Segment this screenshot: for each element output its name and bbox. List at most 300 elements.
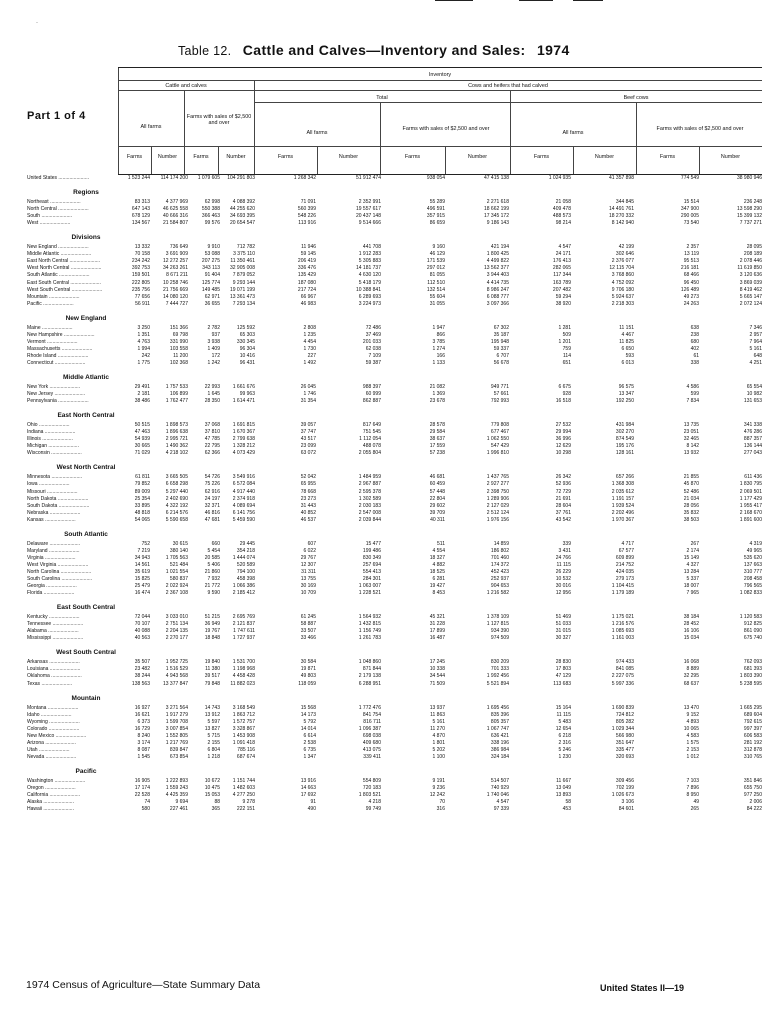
cell-value: 1 727 937 — [232, 635, 255, 642]
cell-value: 43 517 — [300, 436, 316, 443]
row-label: Connecticut ...................... — [27, 359, 86, 366]
cell-value: 99 963 — [239, 391, 255, 398]
cell-value: 33 895 — [134, 502, 150, 509]
cell-value: 227 — [307, 352, 316, 359]
cell-value: 934 390 — [490, 628, 509, 635]
cell-value: 8 419 462 — [739, 286, 762, 293]
cell-value: 38 637 — [429, 436, 445, 443]
cell-value: 580 837 — [169, 576, 188, 582]
row-label: Alaska ...................... — [27, 799, 74, 806]
cell-value: 113 916 — [298, 220, 316, 227]
cell-value: 22 795 — [204, 443, 220, 450]
cell-value: 636 421 — [490, 732, 509, 739]
row-label: Middle Atlantic ...................... — [27, 251, 92, 258]
cell-value: 15 477 — [365, 540, 381, 547]
cell-value: 1 198 968 — [232, 666, 255, 673]
cell-value: 16 729 — [134, 725, 150, 732]
table-row — [27, 199, 763, 206]
cell-value: 13 470 — [683, 704, 699, 711]
section-heading: Middle Atlantic — [63, 374, 109, 381]
cell-value: 106 899 — [169, 391, 188, 398]
cell-value: 6 288 951 — [358, 680, 381, 687]
header-cows-heifers: Cows and heifers that had calved — [468, 83, 548, 89]
cell-value: 3 691 909 — [165, 251, 188, 258]
cell-value: 13 377 847 — [162, 680, 188, 687]
cell-value: 43 542 — [555, 516, 571, 523]
cell-value: 18 525 — [429, 568, 445, 575]
cell-value: 1 482 603 — [232, 785, 255, 791]
cell-value: 51 033 — [555, 621, 571, 628]
cell-value: 18 662 199 — [483, 206, 509, 213]
cell-value: 98 214 — [555, 220, 571, 227]
cell-value: 11 667 — [556, 777, 571, 784]
cell-value: 4 322 192 — [165, 502, 188, 509]
cell-value: 1 024 935 — [548, 175, 571, 181]
table-row — [27, 785, 763, 792]
header-all-farms-1: All farms — [140, 124, 162, 130]
table-row — [27, 436, 763, 443]
cell-value: 15 164 — [555, 704, 571, 711]
cell-value: 4 870 — [432, 732, 445, 739]
cell-value: 2 121 837 — [232, 621, 255, 628]
cell-value: 677 467 — [490, 429, 509, 436]
cell-value: 39 057 — [300, 422, 316, 429]
cell-value: 11 270 — [430, 725, 445, 732]
cell-value: 1 133 — [432, 359, 445, 366]
cell-value: 62 916 — [204, 488, 220, 495]
cell-value: 99 576 — [204, 220, 220, 227]
cell-value: 366 463 — [201, 213, 220, 220]
cell-value: 24 263 — [683, 300, 699, 307]
cell-value: 35 619 — [134, 568, 150, 575]
cell-value: 1 772 476 — [358, 704, 381, 711]
table-row — [27, 398, 763, 405]
cell-value: 19 840 — [204, 659, 220, 666]
row-label: Colorado ...................... — [27, 725, 80, 732]
cell-value: 409 680 — [362, 739, 381, 746]
cell-value: 1 091 418 — [232, 739, 255, 746]
cell-value: 1 444 074 — [232, 554, 255, 561]
cell-value: 41 357 898 — [608, 175, 634, 181]
cell-value: 338 — [690, 359, 699, 366]
table-row — [27, 754, 763, 761]
cell-value: 7 965 — [686, 590, 699, 597]
cell-value: 75 226 — [204, 481, 220, 488]
cell-value: 79 852 — [134, 481, 150, 488]
cell-value: 6 804 — [207, 746, 220, 753]
cell-value: 49 — [693, 799, 699, 806]
table-row — [27, 175, 763, 182]
cell-value: 2 374 918 — [232, 495, 255, 502]
cell-value: 21 034 — [683, 495, 699, 502]
cell-value: 24 171 — [555, 251, 571, 258]
table-row — [27, 481, 763, 488]
cell-value: 673 854 — [169, 753, 188, 760]
row-label: New Jersey ...................... — [27, 391, 86, 398]
row-label: Pennsylvania ...................... — [27, 398, 89, 405]
cell-value: 234 242 — [131, 258, 150, 265]
cell-value: 1 891 600 — [739, 516, 762, 523]
cell-value: 1 216 576 — [611, 621, 634, 628]
table-row — [27, 384, 763, 391]
row-label: Florida ...................... — [27, 590, 75, 597]
cell-value: 1 830 795 — [739, 481, 762, 488]
row-label: Oklahoma ...................... — [27, 673, 82, 680]
cell-value: 54 726 — [204, 474, 220, 481]
section-heading: East North Central — [57, 412, 115, 420]
cell-value: 5 483 — [558, 718, 571, 725]
cell-value: 1 230 — [558, 753, 571, 760]
cell-value: 6 675 — [558, 384, 571, 390]
cell-value: 29 584 — [429, 429, 445, 436]
cell-value: 27 532 — [555, 422, 571, 429]
table-row — [27, 301, 763, 308]
cell-value: 134 567 — [131, 220, 150, 227]
cell-value: 13 562 377 — [483, 265, 509, 272]
cell-value: 73 540 — [683, 220, 699, 227]
cell-value: 1 661 676 — [232, 384, 255, 390]
cell-value: 5 924 637 — [611, 293, 634, 300]
table-row — [27, 244, 763, 251]
cell-value: 103 558 — [169, 345, 188, 352]
cell-value: 3 768 860 — [611, 272, 634, 279]
cell-value: 7 103 — [686, 777, 699, 784]
cell-value: 63 072 — [300, 450, 316, 457]
cell-value: 57 661 — [493, 391, 509, 398]
cell-value: 15 568 — [300, 704, 316, 711]
cell-value: 687 674 — [236, 753, 255, 760]
cell-value: 1 217 769 — [165, 739, 188, 746]
cell-value: 21 860 — [204, 568, 220, 575]
cell-value: 1 351 — [137, 331, 150, 338]
cell-value: 37 469 — [365, 331, 381, 338]
cell-value: 28 578 — [429, 422, 445, 429]
cell-value: 657 266 — [615, 474, 634, 481]
cell-value: 2 799 638 — [232, 436, 255, 443]
cell-value: 3 549 916 — [232, 474, 255, 481]
table-row — [27, 510, 763, 517]
row-label: East North Central ...................... — [27, 258, 101, 265]
cell-value: 38 503 — [683, 516, 699, 523]
cell-value: 4 414 735 — [486, 279, 509, 286]
cell-value: 5 597 — [207, 718, 220, 725]
cell-value: 11 115 — [556, 711, 571, 718]
cell-value: 580 — [141, 806, 150, 813]
cell-value: 3 033 010 — [165, 614, 188, 621]
cell-value: 2 022 924 — [165, 583, 188, 590]
cell-value: 125 774 — [201, 279, 220, 286]
cell-value: 338 196 — [490, 739, 509, 746]
cell-value: 70 158 — [134, 251, 150, 258]
cell-value: 35 187 — [493, 331, 509, 338]
cell-value: 1 161 003 — [611, 635, 634, 642]
cell-value: 15 399 132 — [736, 213, 762, 220]
cell-value: 30 584 — [300, 659, 316, 666]
table-header — [118, 67, 762, 175]
cell-value: 1 545 — [137, 753, 150, 760]
cell-value: 195 948 — [490, 338, 509, 345]
cell-value: 7 737 271 — [739, 220, 762, 227]
cell-value: 1 803 521 — [358, 792, 381, 799]
cell-value: 6 214 576 — [165, 509, 188, 516]
cell-value: 201 033 — [362, 338, 381, 345]
cell-value: 1 177 429 — [739, 495, 762, 502]
cell-value: 554 809 — [362, 777, 381, 784]
cell-value: 871 844 — [362, 666, 381, 673]
cell-value: 794 100 — [236, 568, 255, 575]
cell-value: 10 709 — [300, 590, 316, 597]
cell-value: 1 955 417 — [739, 502, 762, 509]
cell-value: 458 398 — [236, 576, 255, 582]
col-number-2: Number — [226, 154, 246, 160]
row-label: Northeast ...................... — [27, 199, 81, 206]
cell-value: 207 275 — [201, 258, 220, 265]
cell-value: 29 602 — [429, 502, 445, 509]
table-row — [27, 339, 763, 346]
cell-value: 51 912 474 — [355, 175, 381, 181]
cell-value: 96 304 — [239, 345, 255, 352]
cell-value: 453 — [562, 806, 571, 813]
cell-value: 2 168 670 — [739, 509, 762, 516]
cell-value: 599 — [690, 391, 699, 398]
cell-value: 2 270 177 — [165, 635, 188, 642]
cell-value: 26 342 — [555, 474, 571, 481]
cell-value: 11 882 023 — [230, 680, 255, 687]
table-row — [27, 635, 763, 642]
cell-value: 10 416 — [239, 352, 255, 359]
cell-value: 6 022 — [303, 547, 316, 554]
cell-value: 32 295 — [683, 673, 699, 680]
table-row — [27, 429, 763, 436]
table-row — [27, 391, 763, 398]
cell-value: 4 251 — [749, 359, 762, 366]
cell-value: 3 271 564 — [165, 704, 188, 711]
cell-value: 1 029 344 — [611, 725, 634, 732]
cell-value: 1 281 — [558, 324, 571, 331]
cell-value: 199 486 — [362, 547, 381, 554]
cell-value: 13 827 — [204, 725, 220, 732]
row-label: Montana ...................... — [27, 704, 79, 711]
cell-value: 1 992 456 — [486, 673, 509, 680]
cell-value: 380 140 — [169, 547, 188, 554]
cell-value: 52 486 — [683, 488, 699, 495]
cell-value: 1 695 456 — [486, 704, 509, 711]
cell-value: 21 691 — [555, 495, 571, 502]
table-row — [27, 496, 763, 503]
cell-value: 5 792 — [303, 718, 316, 725]
cell-value: 10 982 — [746, 391, 762, 398]
cell-value: 40 311 — [430, 516, 445, 523]
row-label: West South Central ...................... — [27, 286, 103, 293]
cell-value: 12 307 — [300, 561, 316, 568]
table-row — [27, 265, 763, 272]
cell-value: 1 740 046 — [486, 792, 509, 799]
cell-value: 740 929 — [490, 785, 509, 791]
cell-value: 12 242 — [429, 792, 445, 799]
cell-value: 32 371 — [204, 502, 220, 509]
cell-value: 104 291 803 — [227, 175, 255, 181]
row-label: Georgia ...................... — [27, 583, 77, 590]
cell-value: 21 082 — [429, 384, 445, 390]
cell-value: 135 429 — [297, 272, 316, 279]
cell-value: 862 887 — [362, 398, 381, 405]
cell-value: 675 740 — [743, 635, 762, 642]
cell-value: 40 852 — [300, 509, 316, 516]
cell-value: 29 491 — [134, 384, 150, 390]
title-prefix: Table 12. — [178, 44, 232, 58]
cell-value: 50 515 — [134, 422, 150, 429]
cell-value: 74 — [144, 799, 150, 806]
cell-value: 3 250 — [137, 324, 150, 331]
table-row — [27, 450, 763, 457]
cell-value: 96 431 — [239, 359, 255, 366]
cell-value: 3 328 867 — [232, 725, 255, 732]
table-row — [27, 681, 763, 688]
table-row — [27, 614, 763, 621]
cell-value: 974 509 — [490, 635, 509, 642]
cell-value: 792 615 — [743, 718, 762, 725]
cell-value: 720 183 — [362, 785, 381, 791]
cell-value: 1 531 700 — [232, 659, 255, 666]
row-label: West Virginia ...................... — [27, 561, 89, 568]
cell-value: 33 466 — [300, 635, 316, 642]
cell-value: 9 160 — [432, 244, 445, 251]
cell-value: 12 654 — [555, 725, 571, 732]
cell-value: 28 056 — [683, 502, 699, 509]
cell-value: 839 847 — [169, 746, 188, 753]
cell-value: 330 345 — [236, 338, 255, 345]
cell-value: 1 898 573 — [165, 422, 188, 429]
cell-value: 2 127 029 — [486, 502, 509, 509]
cell-value: 81 055 — [429, 272, 445, 279]
cell-value: 4 586 — [686, 384, 699, 390]
row-label: Mountain ...................... — [27, 293, 80, 300]
cell-value: 91 — [310, 799, 316, 806]
row-label: Ohio ...................... — [27, 422, 70, 429]
cell-value: 9 152 — [686, 711, 699, 718]
cell-value: 1 939 524 — [611, 502, 634, 509]
cell-value: 1 747 611 — [233, 628, 255, 635]
cell-value: 2 072 124 — [739, 300, 762, 307]
cell-value: 2 271 618 — [486, 199, 509, 206]
cell-value: 14 743 — [204, 704, 220, 711]
table-row — [27, 220, 763, 227]
cell-value: 5 246 — [558, 746, 571, 753]
cell-value: 974 433 — [615, 659, 634, 666]
cell-value: 8 950 — [686, 792, 699, 799]
cell-value: 54 939 — [134, 436, 150, 443]
cell-value: 3 174 — [137, 739, 150, 746]
cell-value: 1 917 279 — [165, 711, 188, 718]
cell-value: 1 021 554 — [165, 568, 188, 575]
cell-value: 5 297 440 — [165, 488, 188, 495]
cell-value: 84 222 — [746, 806, 762, 813]
cell-value: 151 366 — [169, 324, 188, 331]
cell-value: 5 337 — [686, 576, 699, 582]
cell-value: 72 486 — [365, 324, 381, 331]
row-label: Arizona ...................... — [27, 739, 76, 746]
cell-value: 2 030 183 — [358, 502, 381, 509]
cell-value: 1 912 283 — [358, 251, 381, 258]
cell-value: 1 026 673 — [611, 792, 634, 799]
cell-value: 95 513 — [683, 258, 699, 265]
col-farms-2: Farms — [193, 154, 209, 160]
cell-value: 21 772 — [204, 583, 220, 590]
cell-value: 9 236 — [432, 785, 445, 791]
cell-value: 566 980 — [615, 732, 634, 739]
cell-value: 1 235 — [303, 331, 316, 338]
cell-value: 511 — [437, 540, 445, 547]
cell-value: 1 803 390 — [739, 673, 762, 680]
row-label: Idaho ...................... — [27, 711, 72, 718]
cell-value: 214 752 — [615, 561, 634, 568]
cell-value: 796 565 — [743, 583, 762, 590]
col-farms-3: Farms — [277, 154, 294, 160]
cell-value: 5 715 — [207, 732, 220, 739]
cell-value: 23 678 — [429, 398, 445, 405]
cell-value: 6 373 — [137, 718, 150, 725]
cell-value: 14 080 120 — [162, 293, 188, 300]
cell-value: 347 900 — [680, 206, 699, 213]
cell-value: 1 191 157 — [611, 495, 634, 502]
cell-value: 18 848 — [204, 635, 220, 642]
cell-value: 163 789 — [552, 279, 571, 286]
cell-value: 4 630 120 — [358, 272, 381, 279]
cell-value: 4 458 428 — [232, 673, 255, 680]
cell-value: 1 179 189 — [611, 590, 634, 597]
cell-value: 15 149 — [683, 554, 699, 561]
cell-value: 10 672 — [204, 777, 220, 784]
cell-value: 11 380 — [205, 666, 220, 673]
cell-value: 4 218 102 — [165, 450, 188, 457]
cell-value: 2 538 — [303, 739, 316, 746]
cell-value: 19 767 — [204, 628, 220, 635]
cell-value: 9 191 — [432, 777, 445, 784]
title-main: Cattle and Calves—Inventory and Sales: — [242, 42, 526, 58]
cell-value: 1 302 589 — [358, 495, 381, 502]
cell-value: 65 554 — [746, 384, 762, 390]
cell-value: 7 879 052 — [232, 272, 255, 279]
cell-value: 23 099 — [300, 443, 316, 450]
table-row — [27, 251, 763, 258]
cell-value: 5 997 336 — [611, 680, 634, 687]
cell-value: 4 717 — [621, 540, 634, 547]
cell-value: 866 — [436, 331, 445, 338]
row-label: Utah ...................... — [27, 746, 70, 753]
cell-value: 339 411 — [363, 753, 381, 760]
header-sales-3: Farms with sales of $2,500 and over — [656, 126, 744, 132]
cell-value: 1 261 783 — [358, 635, 381, 642]
table-row — [27, 353, 763, 360]
cell-value: 2 367 108 — [165, 590, 188, 597]
row-label: Nebraska ...................... — [27, 509, 81, 516]
cell-value: 96 450 — [683, 279, 699, 286]
cell-value: 15 825 — [134, 576, 150, 582]
cell-value: 331 990 — [169, 338, 188, 345]
cell-value: 1 614 471 — [232, 398, 255, 405]
cell-value: 1 216 582 — [486, 590, 509, 597]
cell-value: 1 484 959 — [358, 474, 381, 481]
cell-value: 698 038 — [362, 732, 381, 739]
cell-value: 238 — [690, 331, 699, 338]
cell-value: 59 337 — [493, 345, 509, 352]
cell-value: 351 647 — [615, 739, 634, 746]
cell-value: 648 — [753, 352, 762, 359]
cell-value: 1 730 — [303, 345, 316, 352]
cell-value: 17 899 — [429, 628, 445, 635]
cell-value: 10 338 — [429, 666, 445, 673]
cell-value: 514 507 — [490, 777, 509, 784]
